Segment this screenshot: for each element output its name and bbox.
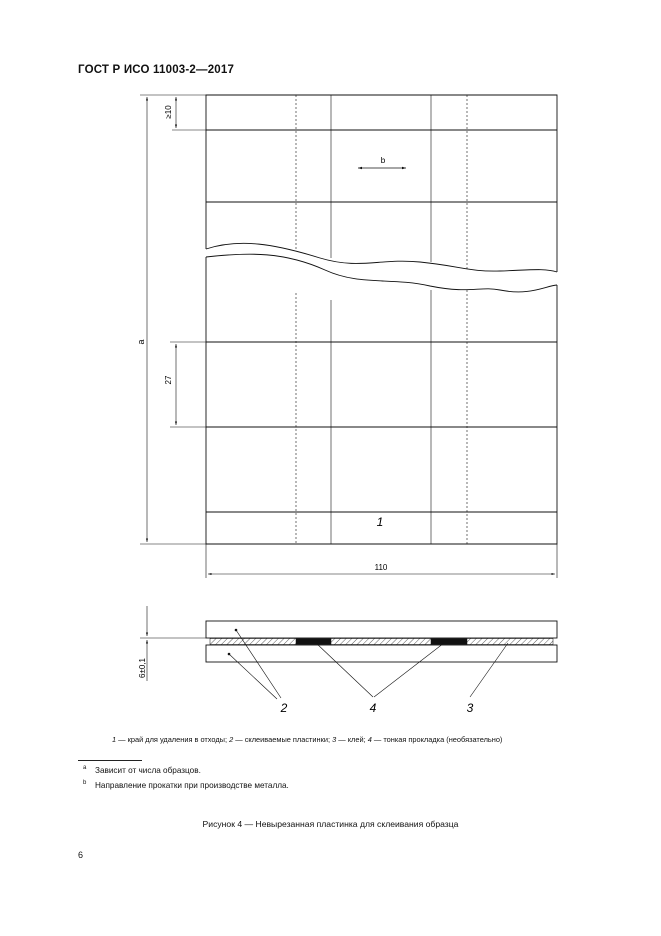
break-line — [206, 243, 557, 292]
footnote-divider — [78, 760, 142, 761]
callout-2: 2 — [280, 701, 288, 715]
page-number: 6 — [78, 850, 84, 860]
dimension-110-label: 110 — [374, 563, 388, 572]
dimension-thickness — [140, 606, 206, 681]
dimension-a — [140, 95, 206, 544]
dimension-110 — [206, 544, 557, 578]
footnote-a: a Зависит от числа образцов. — [83, 765, 201, 775]
dimension-min — [172, 97, 206, 130]
dimension-min-label: ≥10 — [164, 105, 173, 119]
dimension-thickness-label: 6±0,1 — [138, 658, 147, 678]
shim-left — [296, 639, 331, 645]
document-header: ГОСТ Р ИСО 11003-2—2017 — [78, 64, 235, 76]
shim-right — [431, 639, 467, 645]
callout-4: 4 — [369, 701, 377, 715]
dimension-a-label: a — [136, 339, 146, 345]
plate-cross-section — [206, 621, 557, 662]
figure-caption: Рисунок 4 — Невырезанная пластинка для склеивания образца — [202, 819, 459, 829]
footnote-b: b Направление прокатки при производстве металла. — [83, 780, 289, 790]
dimension-27-label: 27 — [164, 375, 173, 385]
rolling-direction-label: b — [380, 156, 386, 165]
figure-legend: 1 — край для удаления в отходы; 2 — склеиваемые пластинки; 3 — клей; 4 — тонкая прокладка (необязательно) — [112, 735, 503, 744]
callout-3: 3 — [466, 701, 474, 715]
dimension-27 — [170, 342, 206, 427]
callout-1: 1 — [376, 515, 384, 529]
